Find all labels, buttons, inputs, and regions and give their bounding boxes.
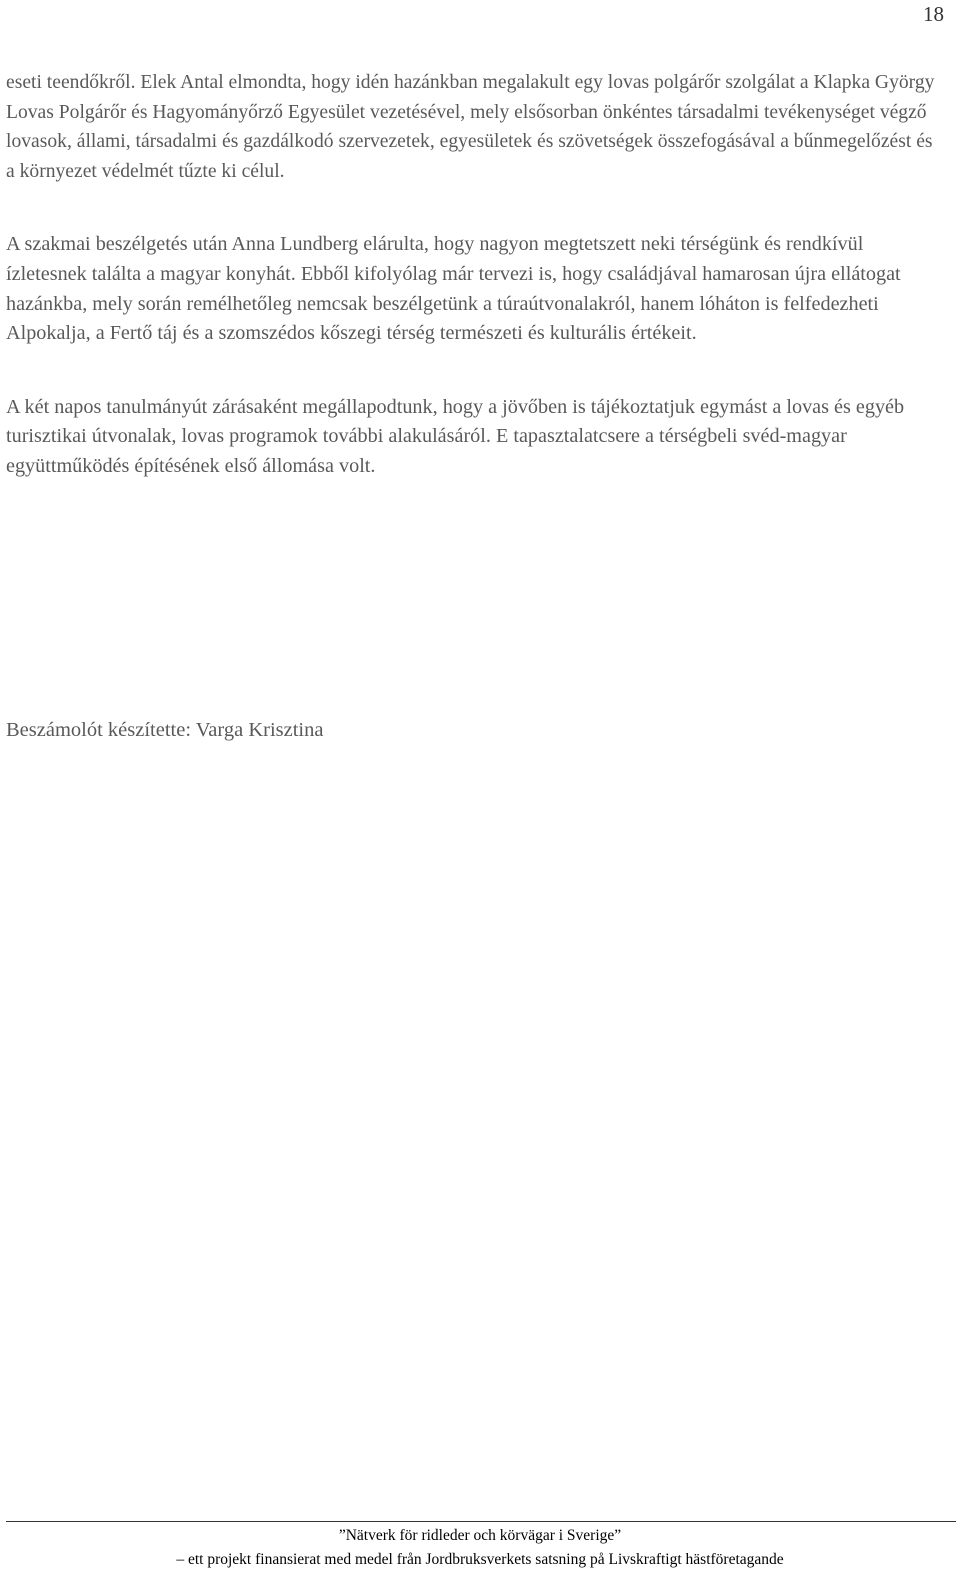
footer-project-title: ”Nätverk för ridleder och körvägar i Sverige” — [338, 1527, 622, 1544]
document-body — [6, 68, 942, 482]
footer-divider — [6, 1521, 956, 1522]
page-number: 18 — [923, 2, 944, 26]
footer-funding-note: – ett projekt finansierat med medel från Jordbruksverkets satsning på Livskraftigt hästföretagande — [176, 1551, 784, 1568]
author-line: Beszámolót készítette: Varga Krisztina — [6, 719, 324, 741]
paragraph-1: eseti teendőkről. Elek Antal elmondta, hogy idén hazánkban megalakult egy lovas polgárőr szolgálat a Klapka György Lovas Polgárőr és Hagyományőrző Egyesület vezetésével, mely elsősorban önkéntes társadalmi tevékenységet végző lovasok, állami, társadalmi és gazdálkodó szervezetek, egyesületek és szövetségek összefogásával a bűnmegelőzést és a környezet védelmét tűzte ki célul. — [6, 72, 935, 182]
paragraph-3: A két napos tanulmányút zárásaként megállapodtunk, hogy a jövőben is tájékoztatjuk egymást a lovas és egyéb turisztikai útvonalak, lovas programok további alakulásáról. E tapasztalatcsere a térségbeli svéd-magyar együttműködés építésének első állomása volt. — [6, 395, 905, 477]
paragraph-2: A szakmai beszélgetés után Anna Lundberg elárulta, hogy nagyon megtetszett neki térségünk és rendkívül ízletesnek találta a magyar konyhát. Ebből kifolyólag már tervezi is, hogy családjával hamarosan újra ellátogat hazánkba, mely során remélhetőleg nemcsak beszélgetünk a túraútvonalakról, hanem lóháton is felfedezheti Alpokalja, a Fertő táj és a szomszédos kőszegi térség természeti és kulturális értékeit. — [6, 233, 901, 345]
